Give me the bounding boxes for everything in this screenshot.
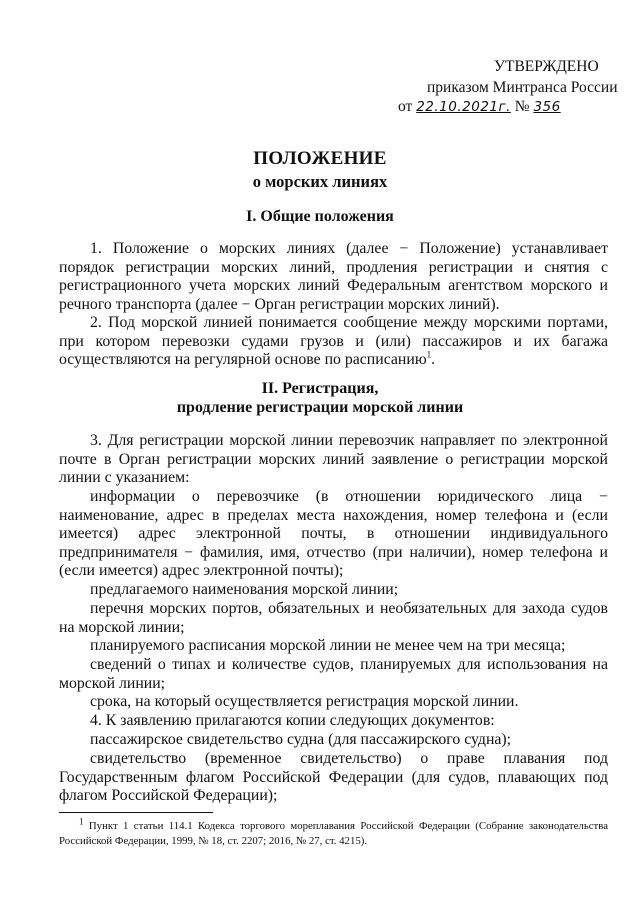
section-1-heading: I. Общие положения bbox=[246, 208, 394, 225]
number-value: 356 bbox=[533, 99, 561, 115]
paragraph-2-end: . bbox=[431, 351, 436, 369]
footnote-ref: 1 bbox=[426, 349, 432, 360]
approval-order-of: приказом Минтранса России bbox=[427, 79, 618, 96]
footnote-text: Пункт 1 статьи 114.1 Кодекса торгового мореплавания Российской Федерации (Собрание законодательства Российской Федерации, 1999, № 18, ст. 2207; 2016, № 27, ст. 4215). bbox=[59, 820, 608, 847]
item-term: срока, на который осуществляется регистрация морской линии. bbox=[90, 693, 519, 710]
date-prefix: от bbox=[398, 98, 413, 115]
item-line-name: предлагаемого наименования морской линии; bbox=[90, 581, 399, 598]
footnote-divider bbox=[59, 812, 213, 813]
paragraph-3: 3. Для регистрации морской линии перевозчик направляет по электронной почте в Орган регистрации морских линий заявление о регистрации морской линии с указанием: bbox=[59, 432, 608, 487]
footnote-mark: 1 bbox=[79, 816, 84, 827]
number-prefix: № bbox=[514, 98, 530, 115]
approval-approved: УТВЕРЖДЕНО bbox=[494, 58, 599, 75]
item-schedule: планируемого расписания морской линии не менее чем на три месяца; bbox=[90, 637, 566, 654]
date-value: 22.10.2021г. bbox=[416, 99, 511, 115]
page-title: ПОЛОЖЕНИЕ bbox=[253, 148, 387, 169]
doc-flag-certificate: свидетельство (временное свидетельство) о праве плавания под Государственным флагом Российской Федерации (для судов, плавающих под флагом Российской Федерации); bbox=[59, 750, 608, 805]
item-vessels: сведений о типах и количестве судов, планируемых для использования на морской линии; bbox=[59, 656, 608, 692]
page-subtitle: о морских линиях bbox=[252, 172, 388, 191]
paragraph-4: 4. К заявлению прилагаются копии следующих документов: bbox=[90, 712, 495, 729]
paragraph-2 bbox=[59, 314, 608, 370]
doc-passenger-certificate: пассажирское свидетельство судна (для пассажирского судна); bbox=[90, 731, 512, 748]
paragraph-1: 1. Положение о морских линиях (далее − Положение) устанавливает порядок регистрации морских линий, продления регистрации и снятия с регистрационного учета морских линий Федеральным агентством морского и речного транспорта (далее − Орган регистрации морских линий). bbox=[59, 240, 608, 313]
section-2-heading-line-1: II. Регистрация, bbox=[261, 380, 379, 397]
paragraph-2-text: 2. Под морской линией понимается сообщение между морскими портами, при котором перевозки судами грузов и (или) пассажиров и их багажа осуществляются на регулярной основе по расписанию bbox=[59, 314, 608, 369]
item-ports-list: перечня морских портов, обязательных и необязательных для захода судов на морской линии; bbox=[59, 600, 608, 636]
section-2-heading-line-2: продление регистрации морской линии bbox=[176, 399, 464, 416]
footnote bbox=[59, 816, 608, 848]
item-carrier-info: информации о перевозчике (в отношении юридического лица − наименование, адрес в пределах места нахождения, номер телефона и (если имеется) адрес электронной почты, в отношении индивидуального предпринимателя − фамилия, имя, отчество (при наличии), номер телефона и (если имеется) адрес электронной почты); bbox=[59, 488, 608, 580]
approval-date-line bbox=[398, 98, 608, 116]
